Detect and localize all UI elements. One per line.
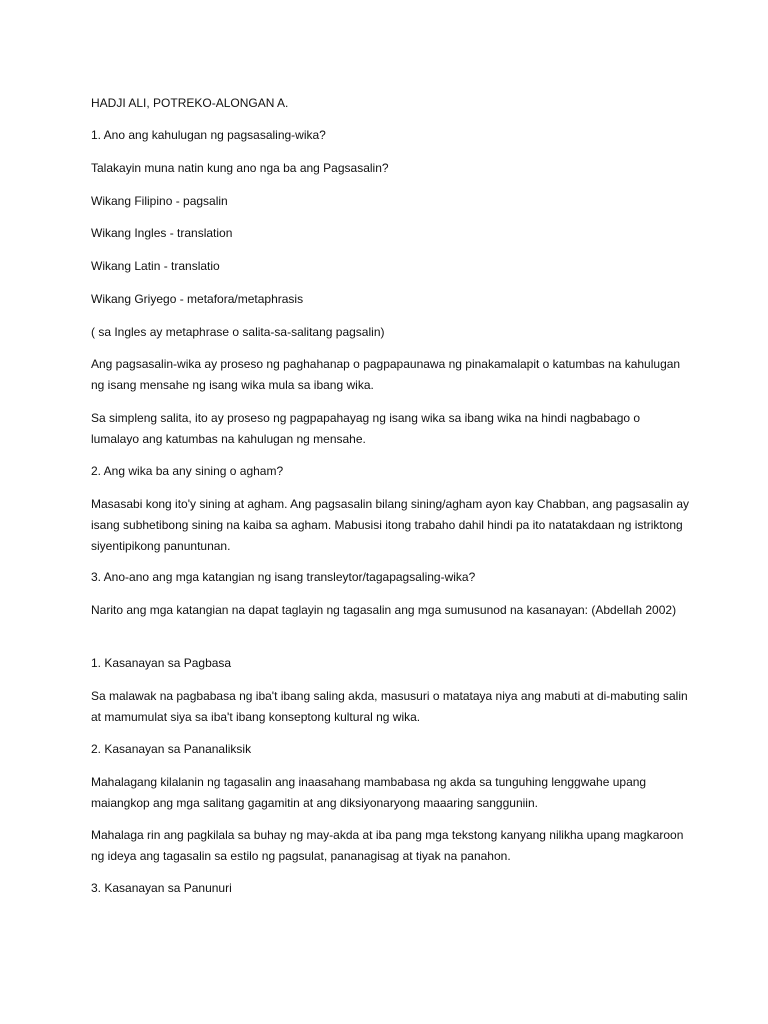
heading-pagbasa: 1. Kasanayan sa Pagbasa — [91, 656, 232, 670]
paragraph-pagbasa: Sa malawak na pagbabasa ng iba't ibang saling akda, masusuri o matataya niya ang mabuti at di-mabuting salin at mamumulat siya sa iba't ibang konseptong kultural ng wika. — [91, 689, 688, 724]
paragraph-simple: Sa simpleng salita, ito ay proseso ng pagpapahayag ng isang wika sa ibang wika na hindi nagbabago o lumalayo ang katumbas na kahulugan ng mensahe. — [91, 411, 641, 446]
term-griyego: Wikang Griyego - metafora/metaphrasis — [91, 292, 304, 306]
term-ingles: Wikang Ingles - translation — [91, 226, 233, 240]
paragraph-traits-intro: Narito ang mga katangian na dapat taglayin ng tagasalin ang mga sumusunod na kasanayan: (Abdellah 2002) — [91, 603, 677, 617]
author-line: HADJI ALI, POTREKO-ALONGAN A. — [91, 96, 289, 110]
heading-panunuri: 3. Kasanayan sa Panunuri — [91, 881, 232, 895]
paragraph-intro: Talakayin muna natin kung ano nga ba ang Pagsasalin? — [91, 161, 389, 175]
term-filipino: Wikang Filipino - pagsalin — [91, 194, 228, 208]
paragraph-pananaliksik-2: Mahalaga rin ang pagkilala sa buhay ng may-akda at iba pang mga tekstong kanyang nilikha upang magkaroon ng ideya ang tagasalin sa estilo ng pagsulat, pananagisag at tiyak na panahon. — [91, 828, 684, 863]
paragraph-definition: Ang pagsasalin-wika ay proseso ng paghahanap o pagpapaunawa ng pinakamalapit o katumbas na kahulugan ng isang mensahe ng isang wika mula sa ibang wika. — [91, 357, 681, 392]
heading-pananaliksik: 2. Kasanayan sa Pananaliksik — [91, 742, 252, 756]
term-latin: Wikang Latin - translatio — [91, 259, 220, 273]
term-note: ( sa Ingles ay metaphrase o salita-sa-salitang pagsalin) — [91, 325, 385, 339]
question-1: 1. Ano ang kahulugan ng pagsasaling-wika? — [91, 128, 326, 142]
paragraph-art-science: Masasabi kong ito'y sining at agham. Ang pagsasalin bilang sining/agham ayon kay Chabban, ang pagsasalin ay isang subhetibong sining na kaiba sa agham. Mabusisi itong trabaho dahil hindi pa ito natatakdaan ng istriktong siyentipikong panuntunan. — [91, 497, 690, 553]
paragraph-pananaliksik-1: Mahalagang kilalanin ng tagasalin ang inaasahang mambabasa ng akda sa tunguhing lenggwahe upang maiangkop ang mga salitang gagamitin at ang diksiyonaryong maaaring sangguniin. — [91, 775, 647, 810]
question-3: 3. Ano-ano ang mga katangian ng isang transleytor/tagapagsaling-wika? — [91, 570, 476, 584]
question-2: 2. Ang wika ba any sining o agham? — [91, 464, 284, 478]
